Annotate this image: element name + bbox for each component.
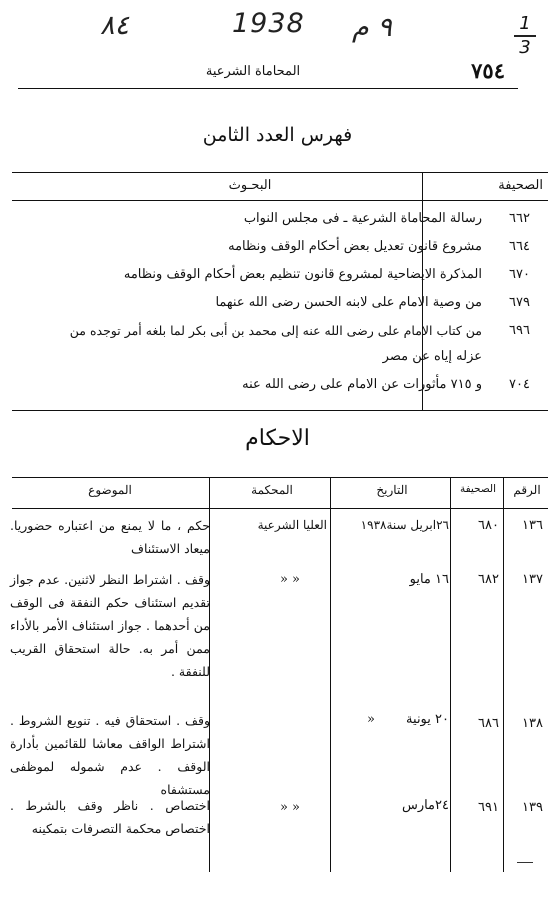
toc-page: ٦٧٩ (509, 295, 530, 310)
ruling-date: ١٦ مايو (409, 572, 449, 587)
ruling-page: ٦٨٠ (478, 518, 499, 533)
toc-page: ٦٦٢ (509, 211, 530, 226)
ruling-subject: اختصاص . ناظر وقف بالشرط . اختصاص محكمة التصرفات بتمكينه (10, 798, 210, 836)
toc-text: من كتاب الامام على رضى الله عنه إلى محمد بن أبى بكر لما بلغه أمر توجده من (69, 323, 482, 338)
ruling-court: « « (279, 800, 300, 815)
date-ditto: « (367, 712, 375, 727)
toc-row (12, 292, 530, 316)
col-number: الرقم (513, 483, 541, 497)
ruling-number: ١٣٩ (522, 800, 543, 815)
ruling-date: ٢٤مارس (401, 798, 449, 813)
col-date: التاريخ (376, 483, 408, 497)
handwritten-number-left: ٨٤ (100, 10, 130, 41)
col-page: الصحيفة (459, 483, 497, 495)
toc-text: المذكرة الايضاحية لمشروع قانون تنظيم بعض أحكام الوقف ونظامه (123, 267, 482, 282)
ruling-subject: وقف . استحقاق فيه . تنويع الشروط . اشتراط الواقف معاشا للقائمين بأدارة الوقف . عدم شموله لموظفى مستشفاه (10, 713, 210, 797)
ruling-date: ٢٠ يونية (406, 712, 449, 727)
toc-row (12, 208, 530, 232)
header-rule (18, 88, 518, 89)
ruling-date: ٢٦ابريل سنة١٩٣٨ (360, 518, 449, 532)
fraction-bottom: 3 (519, 37, 531, 58)
running-header (18, 58, 505, 86)
ruling-page: ٦٨٢ (478, 572, 499, 587)
toc-text: من وصية الامام على لابنه الحسن رضى الله عنهما (215, 295, 482, 310)
fraction-top: 1 (519, 13, 531, 34)
toc-page: ٦٩٦ (509, 323, 530, 338)
ruling-court: العليا الشرعية (257, 518, 327, 532)
toc-bottom-rule (12, 410, 548, 411)
col-court: المحكمة (251, 483, 293, 497)
toc-text: عزله إياه عن مصر (382, 349, 482, 364)
toc-page: ٦٧٠ (509, 267, 530, 282)
col-divider (450, 477, 451, 872)
margin-mark (517, 862, 533, 863)
ruling-subject: حكم ، ما لا يمنع من اعتباره حضوريا. ميعاد الاستئناف (10, 518, 210, 556)
handwritten-number-right: ٩ م (352, 12, 392, 43)
toc-page: ٧٠٤ (509, 377, 530, 392)
journal-name: المحاماة الشرعية (205, 64, 301, 79)
ruling-number: ١٣٨ (522, 716, 543, 731)
toc-row (12, 346, 530, 370)
toc-row (12, 374, 530, 398)
toc-text: و ٧١٥ مأثورات عن الامام على رضى الله عنه (242, 377, 482, 392)
rulings-header-rule (12, 508, 548, 509)
col-divider (503, 477, 504, 872)
handwritten-fraction (514, 14, 536, 58)
toc-top-rule (12, 172, 548, 173)
page-number: ٧٥٤ (471, 58, 505, 83)
toc-row (12, 264, 530, 288)
ruling-page: ٦٨٦ (478, 716, 499, 731)
rulings-title: الاحكام (245, 426, 310, 451)
col-subject: الموضوع (88, 483, 132, 497)
ruling-court: « « (279, 572, 300, 587)
toc-text: رسالة المحاماة الشرعية ـ فى مجلس النواب (243, 211, 482, 226)
ruling-page: ٦٩١ (478, 800, 499, 815)
toc-text: مشروع قانون تعديل بعض أحكام الوقف ونظامه (228, 239, 482, 254)
toc-header-rule (12, 200, 548, 201)
toc-title: فهرس العدد الثامن (202, 124, 353, 146)
toc-col-page: الصحيفة (498, 178, 543, 193)
ruling-number: ١٣٧ (522, 572, 543, 587)
toc-row (12, 236, 530, 260)
rulings-top-rule (12, 477, 548, 478)
toc-col-topic: البحـوث (228, 178, 272, 193)
col-divider (330, 477, 331, 872)
handwritten-year: 1938 (232, 8, 305, 39)
ruling-number: ١٣٦ (522, 518, 543, 533)
ruling-subject: وقف . اشتراط النظر لاثنين. عدم جواز تقديم استئناف حكم النفقة فى الوقف من أحدهما . جواز استئناف الأمر بالأداء ممن أمر به. حالة استحقاق القريب للنفقة . (10, 572, 210, 679)
toc-page: ٦٦٤ (509, 239, 530, 254)
toc-row (12, 320, 530, 344)
